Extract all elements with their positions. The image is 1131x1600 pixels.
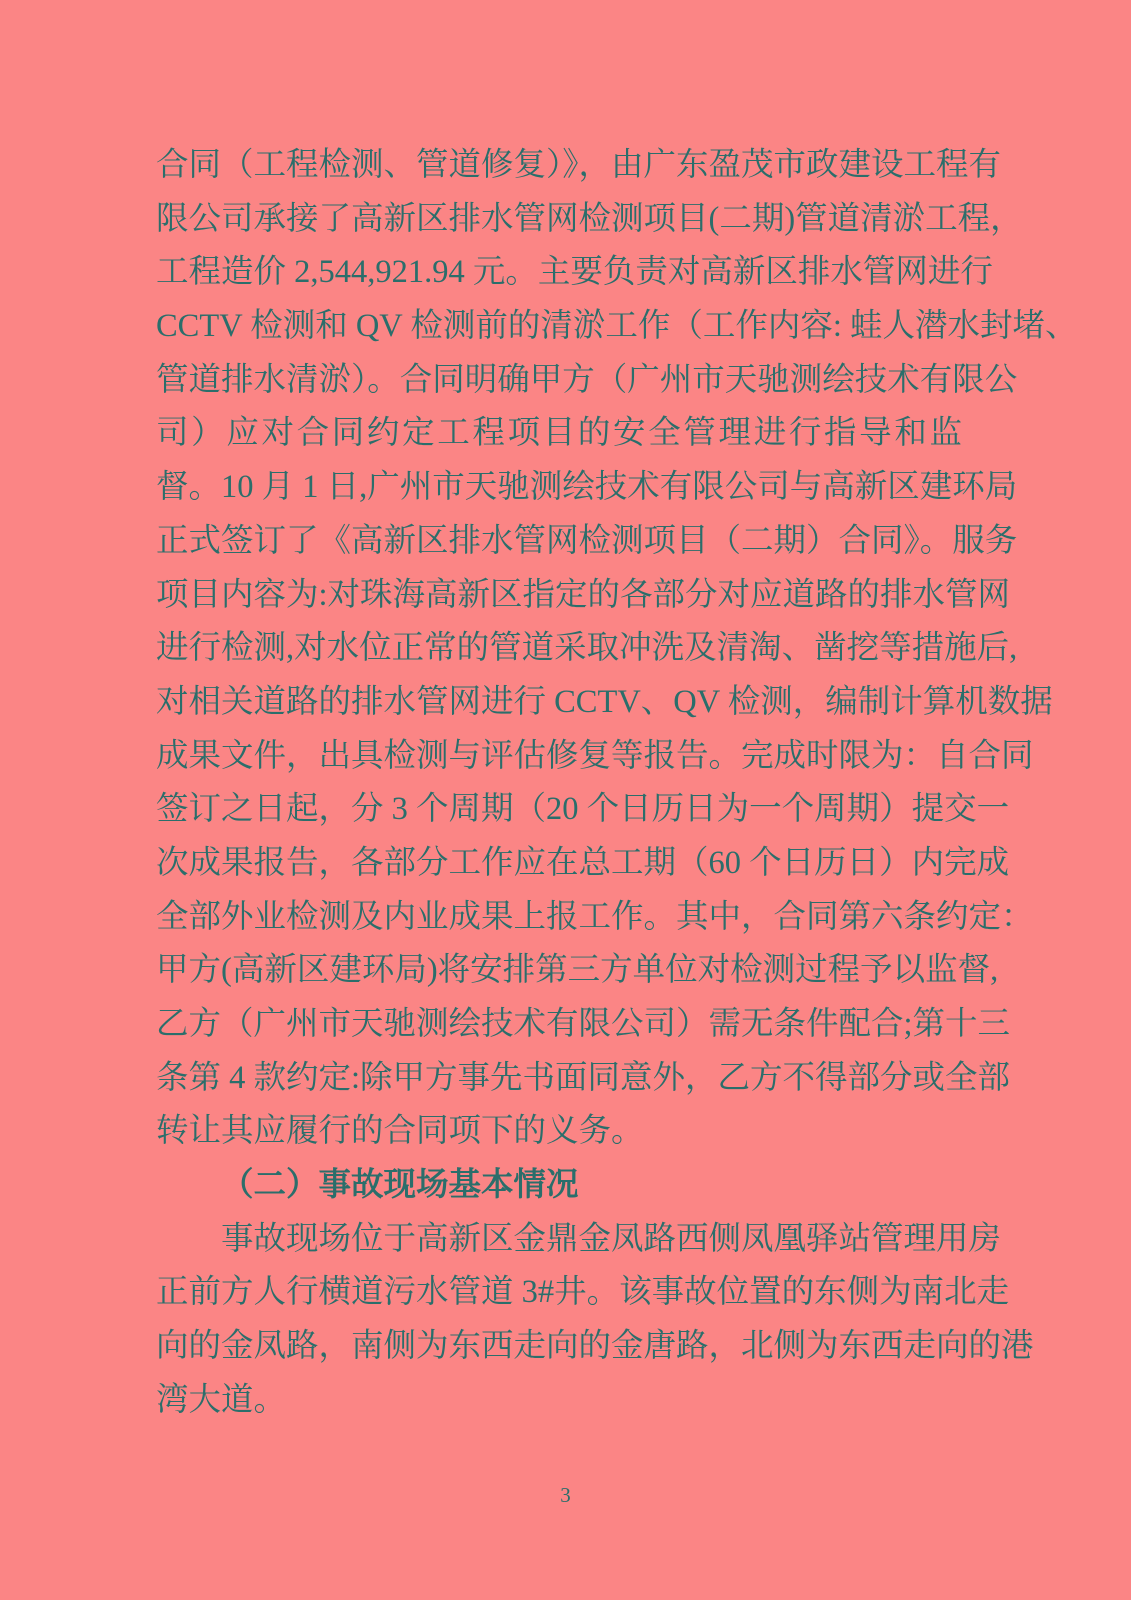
text-block — [156, 139, 1078, 1428]
text-line: 转让其应履行的合同项下的义务。 — [156, 1113, 644, 1150]
text-line: 次成果报告，各部分工作应在总工期（60 个日历日）内完成 — [156, 844, 1010, 881]
text-line: 向的金凤路，南侧为东西走向的金唐路，北侧为东西走向的港 — [156, 1328, 1034, 1365]
text-line: 管道排水清淤）。合同明确甲方（广州市天驰测绘技术有限公 — [156, 361, 1018, 398]
text-line: 乙方（广州市天驰测绘技术有限公司）需无条件配合;第十三 — [156, 1006, 1011, 1042]
text-line: 工程造价 2,544,921.94 元。主要负责对高新区排水管网进行 — [156, 254, 993, 291]
text-line: 条第 4 款约定:除甲方事先书面同意外，乙方不得部分或全部 — [156, 1059, 1011, 1096]
text-line: 成果文件，出具检测与评估修复等报告。完成时限为：自合同 — [156, 737, 1034, 774]
text-line: 正式签订了《高新区排水管网检测项目（二期）合同》。服务 — [156, 522, 1018, 559]
text-line: 正前方人行横道污水管道 3#井。该事故位置的东侧为南北走 — [156, 1274, 1010, 1311]
page-number: 3 — [560, 1483, 571, 1507]
text-line: 项目内容为:对珠海高新区指定的各部分对应道路的排水管网 — [156, 576, 1011, 613]
text-line: 甲方(高新区建环局)将安排第三方单位对检测过程予以监督, — [156, 952, 999, 989]
text-line: 合同（工程检测、管道修复）》，由广东盈茂市政建设工程有 — [156, 147, 1002, 183]
text-line: 进行检测,对水位正常的管道采取冲洗及清淘、凿挖等措施后, — [156, 630, 1018, 667]
text-line: 司）应对合同约定工程项目的安全管理进行指导和监督。 — [156, 415, 962, 506]
text-line: 事故现场位于高新区金鼎金凤路西侧凤凰驿站管理用房 — [221, 1220, 1002, 1257]
text-line: 签订之日起，分 3 个周期（20 个日历日为一个周期）提交一 — [156, 791, 1010, 828]
section-heading: （二）事故现场基本情况 — [221, 1167, 579, 1204]
text-line: 湾大道。 — [156, 1381, 287, 1418]
text-line: 10 月 1 日,广州市天驰测绘技术有限公司与高新区建环局 — [221, 469, 1018, 506]
text-line: 限公司承接了高新区排水管网检测项目(二期)管道清淤工程， — [156, 200, 1023, 237]
text-line: 全部外业检测及内业成果上报工作。其中，合同第六条约定： — [156, 898, 1034, 935]
text-line: CCTV 检测和 QV 检测前的清淤工作（工作内容: 蛙人潜水封堵、 — [156, 308, 1078, 345]
text-line: 对相关道路的排水管网进行 CCTV、QV 检测，编制计算机数据 — [156, 683, 1053, 720]
